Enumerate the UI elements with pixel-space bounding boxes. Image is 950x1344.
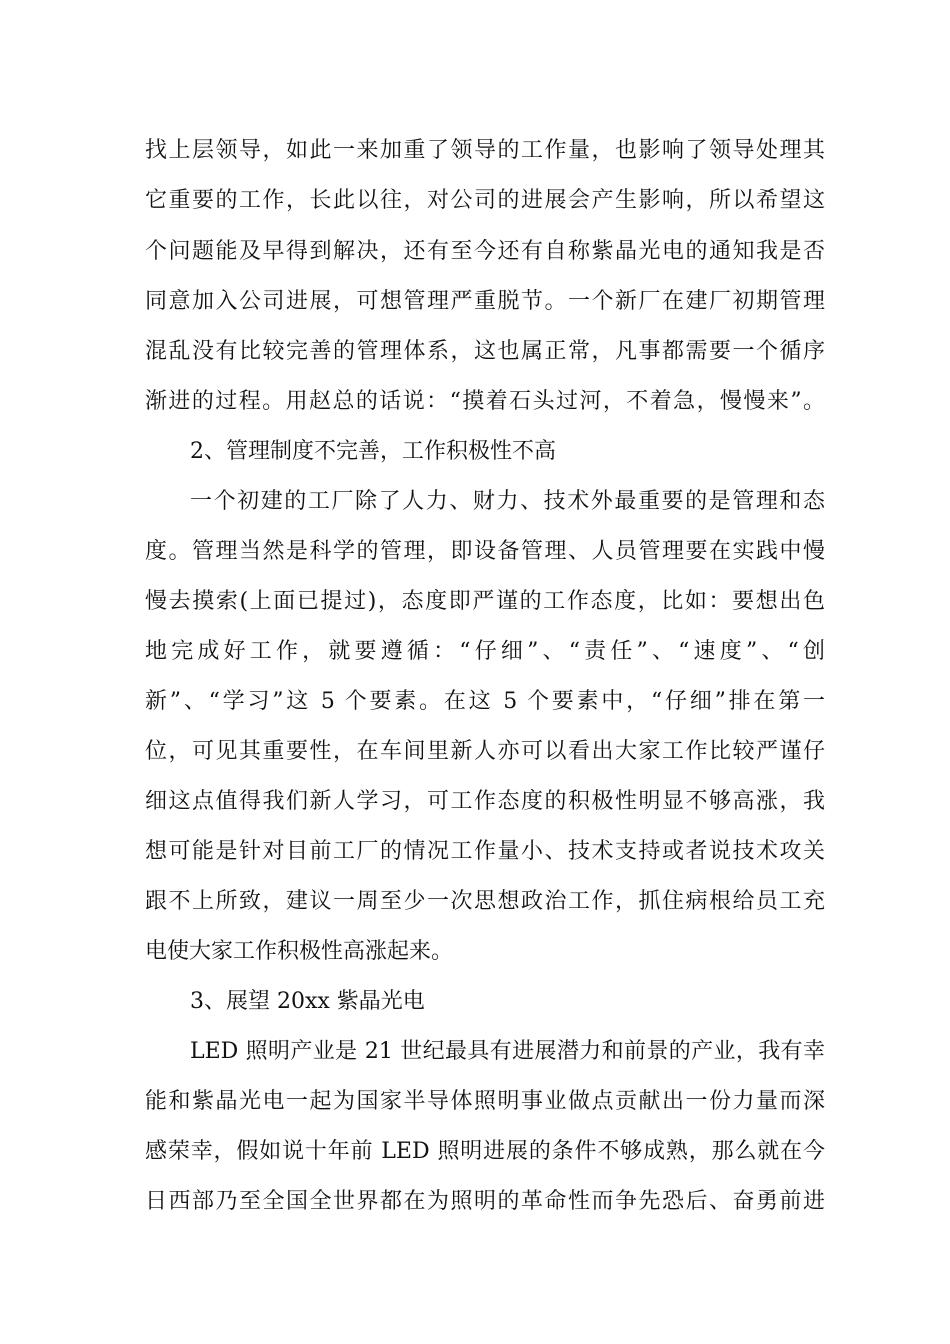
text-line: 日西部乃至全国全世界都在为照明的革命性而争先恐后、奋勇前进 bbox=[145, 1189, 825, 1214]
text-line: 跟不上所致，建议一周至少一次思想政治工作，抓住病根给员工充 bbox=[145, 889, 825, 914]
section-heading: 2、管理制度不完善，工作积极性不高 bbox=[190, 439, 556, 464]
text-line: 感荣幸，假如说十年前 LED 照明进展的条件不够成熟，那么就在今 bbox=[145, 1139, 825, 1164]
text-line: 渐进的过程。用赵总的话说：“摸着石头过河，不着急，慢慢来”。 bbox=[145, 389, 825, 414]
text-line: 新”、“学习”这 5 个要素。在这 5 个要素中，“仔细”排在第一 bbox=[145, 689, 825, 714]
text-line: 能和紫晶光电一起为国家半导体照明事业做点贡献出一份力量而深 bbox=[145, 1089, 825, 1114]
text-line: 电使大家工作积极性高涨起来。 bbox=[145, 939, 454, 964]
text-line: 想可能是针对目前工厂的情况工作量小、技术支持或者说技术攻关 bbox=[145, 839, 825, 864]
text-line: 度。管理当然是科学的管理，即设备管理、人员管理要在实践中慢 bbox=[145, 539, 825, 564]
paragraph-first-line: LED 照明产业是 21 世纪最具有进展潜力和前景的产业，我有幸 bbox=[190, 1039, 825, 1064]
text-line: 细这点值得我们新人学习，可工作态度的积极性明显不够高涨，我 bbox=[145, 789, 825, 814]
text-line: 位，可见其重要性，在车间里新人亦可以看出大家工作比较严谨仔 bbox=[145, 739, 825, 764]
section-heading: 3、展望 20xx 紫晶光电 bbox=[190, 989, 425, 1014]
text-line: 同意加入公司进展，可想管理严重脱节。一个新厂在建厂初期管理 bbox=[145, 289, 825, 314]
text-line: 慢去摸索(上面已提过)，态度即严谨的工作态度，比如：要想出色 bbox=[145, 589, 825, 614]
text-line: 它重要的工作，长此以往，对公司的进展会产生影响，所以希望这 bbox=[145, 188, 825, 213]
text-line: 混乱没有比较完善的管理体系，这也属正常，凡事都需要一个循序 bbox=[145, 339, 825, 364]
text-line: 找上层领导，如此一来加重了领导的工作量，也影响了领导处理其 bbox=[145, 138, 825, 163]
text-line: 地完成好工作，就要遵循：“仔细”、“责任”、“速度”、“创 bbox=[145, 639, 825, 664]
text-line: 个问题能及早得到解决，还有至今还有自称紫晶光电的通知我是否 bbox=[145, 239, 825, 264]
paragraph-first-line: 一个初建的工厂除了人力、财力、技术外最重要的是管理和态 bbox=[190, 489, 825, 514]
